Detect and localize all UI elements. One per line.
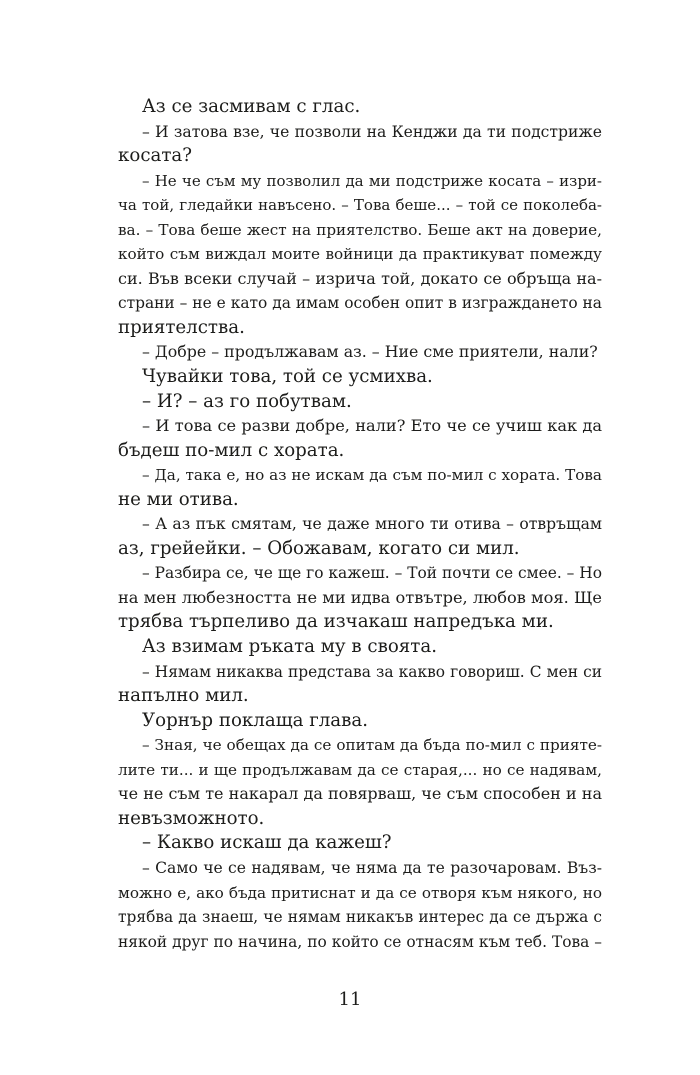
- text-line: Уорнър поклаща глава.: [142, 709, 369, 731]
- text-line: – Нямам никаква представа за какво говориш. С мен си: [142, 662, 602, 681]
- text-line: – И затова взе, че позволи на Кенджи да ти подстриже: [142, 122, 602, 141]
- text-line: на мен любезността не ми идва отвътре, любов моя. Ще: [118, 587, 602, 607]
- text-line: бъдеш по-мил с хората.: [118, 439, 345, 461]
- text-line: трябва да знаеш, че нямам никакъв интерес да се държа с: [118, 908, 602, 927]
- text-line: който съм виждал моите войници да практикуват помежду: [118, 245, 602, 264]
- page-body: [118, 95, 602, 954]
- text-line: – Само че се надявам, че няма да те разочаровам. Въз-: [142, 858, 602, 877]
- text-line: Чувайки това, той се усмихва.: [142, 366, 433, 388]
- text-line: трябва търпеливо да изчакаш напредъка ми.: [118, 611, 554, 633]
- text-line: можно е, ако бъда притиснат и да се отворя към някого, но: [118, 883, 602, 902]
- text-line: лите ти... и ще продължавам да се старая,... но се надявам,: [118, 760, 602, 779]
- text-line: страни – не е като да имам особен опит в изграждането на: [118, 294, 602, 313]
- text-line: невъзможното.: [118, 807, 265, 829]
- text-line: – Добре – продължавам аз. – Ние сме приятели, нали?: [142, 342, 598, 362]
- text-line: – Не че съм му позволил да ми подстриже косата – изри-: [142, 171, 602, 190]
- text-line: някой друг по начина, по който се отнасям към теб. Това –: [118, 932, 602, 951]
- text-line: Аз взимам ръката му в своята.: [142, 636, 437, 658]
- text-line: – Какво искаш да кажеш?: [142, 832, 392, 854]
- text-line: аз, грейейки. – Обожавам, когато си мил.: [118, 537, 520, 559]
- text-line: – Зная, че обещах да се опитам да бъда по-мил с прияте-: [142, 736, 602, 755]
- text-line: косата?: [118, 145, 193, 167]
- text-line: приятелства.: [118, 316, 245, 338]
- text-line: ва. – Това беше жест на приятелство. Беше акт на доверие,: [118, 220, 602, 239]
- text-line: – И? – аз го побутвам.: [142, 390, 352, 412]
- text-line: ча той, гледайки навъсено. – Това беше... – той се поколеба-: [118, 196, 602, 215]
- text-line: – Да, така е, но аз не искам да съм по-мил с хората. Това: [142, 466, 602, 485]
- page-number: 11: [338, 989, 362, 1010]
- text-line: че не съм те накарал да повярваш, че съм способен и на: [118, 784, 602, 804]
- text-line: си. Във всеки случай – изрича той, докато се обръща на-: [118, 268, 602, 288]
- text-line: Аз се засмивам с глас.: [142, 96, 361, 117]
- text-line: не ми отива.: [118, 488, 239, 510]
- text-line: – И това се разви добре, нали? Ето че се учиш как да: [142, 416, 602, 436]
- text-line: – А аз пък смятам, че даже много ти отива – отвръщам: [142, 515, 602, 534]
- text-line: – Разбира се, че ще го кажеш. – Той почти се смее. – Но: [142, 564, 602, 583]
- text-line: напълно мил.: [118, 685, 249, 707]
